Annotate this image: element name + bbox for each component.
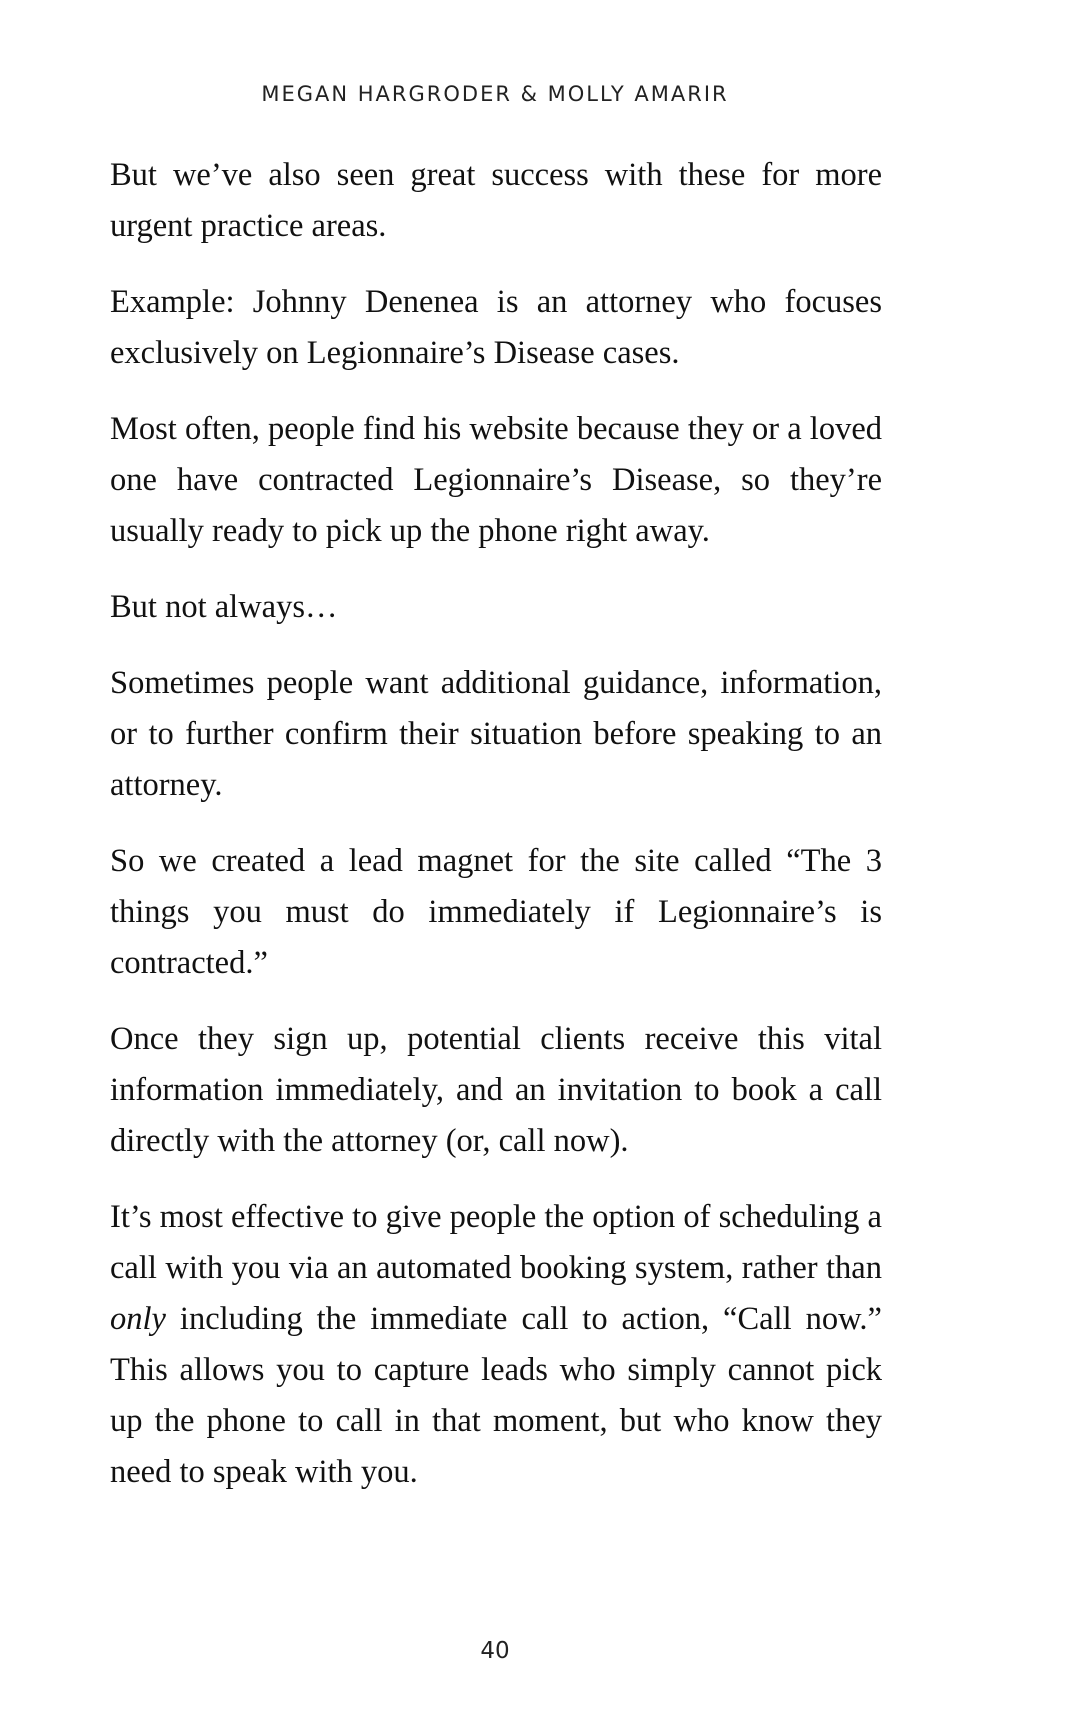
emphasis-only: only <box>110 1301 166 1337</box>
paragraph-2: Example: Johnny Denenea is an attorney who focuses exclusively on Legionnaire’s Disease cases. <box>110 284 882 371</box>
paragraph-4: But not always… <box>110 589 338 625</box>
body-text <box>110 150 882 1523</box>
paragraph-7: Once they sign up, potential clients receive this vital information immediately, and an invitation to book a call directly with the attorney (or, call now). <box>110 1021 882 1159</box>
paragraph-8-before: It’s most effective to give people the option of scheduling a call with you via an automated booking system, rather than <box>110 1199 882 1286</box>
paragraph-5: Sometimes people want additional guidance, information, or to further confirm their situation before speaking to an attorney. <box>110 665 882 803</box>
paragraph-1: But we’ve also seen great success with these for more urgent practice areas. <box>110 157 882 244</box>
paragraph-3: Most often, people find his website because they or a loved one have contracted Legionnaire’s Disease, so they’re usually ready to pick up the phone right away. <box>110 411 882 549</box>
page-number: 40 <box>480 1638 510 1664</box>
running-header: MEGAN HARGRODER & MOLLY AMARIR <box>261 82 729 106</box>
paragraph-8-after: including the immediate call to action, “Call now.” This allows you to capture leads who simply cannot pick up the phone to call in that moment, but who know they need to speak with you. <box>110 1301 882 1490</box>
paragraph-6: So we created a lead magnet for the site called “The 3 things you must do immediately if Legionnaire’s is contracted.” <box>110 843 882 981</box>
paragraph-8 <box>110 1192 882 1498</box>
